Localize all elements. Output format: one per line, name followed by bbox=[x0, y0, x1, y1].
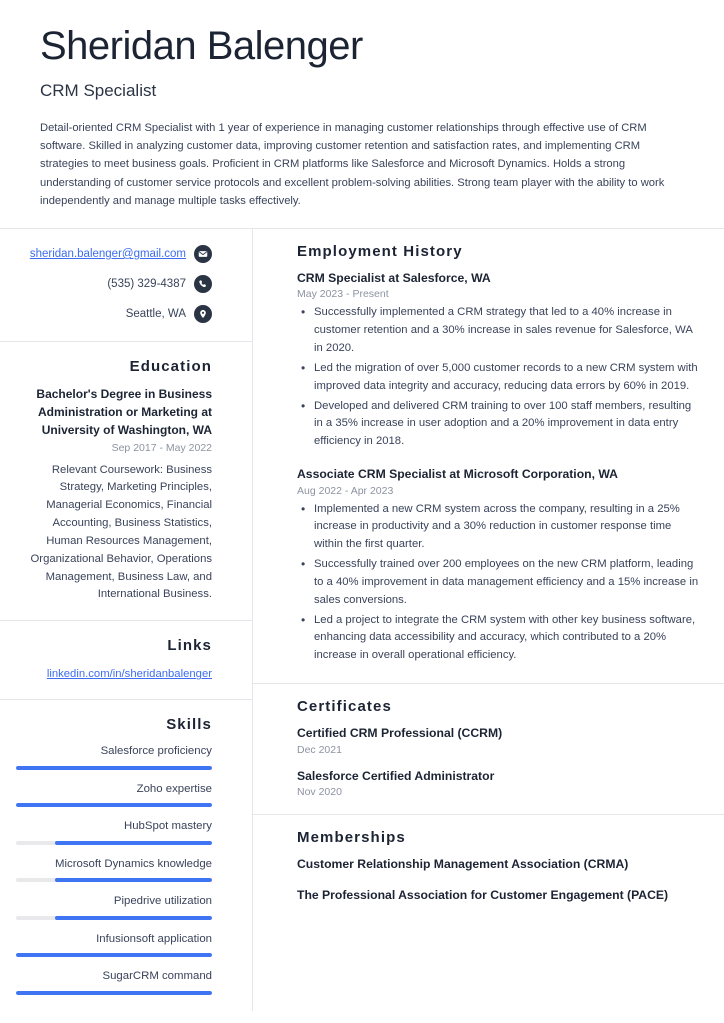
skill-item bbox=[16, 893, 212, 920]
skill-label: Infusionsoft application bbox=[96, 932, 212, 945]
employment-date: May 2023 - Present bbox=[297, 288, 389, 301]
skill-progress-fill bbox=[16, 766, 212, 770]
email-value[interactable]: sheridan.balenger@gmail.com bbox=[29, 247, 186, 260]
membership-entry: Customer Relationship Management Association (CRMA) bbox=[297, 857, 629, 872]
contact-block bbox=[0, 229, 252, 342]
education-degree: Bachelor's Degree in Business Administration or Marketing at University of Washington, WA bbox=[36, 386, 212, 437]
page-title: Sheridan Balenger bbox=[40, 24, 363, 68]
job-title: CRM Specialist bbox=[40, 80, 157, 100]
list-item: • Led the migration of over 5,000 customer records to a new CRM system with improved data integrity and accuracy, reducing data errors by 60% in 2019. bbox=[314, 360, 700, 396]
skill-progress-bar bbox=[16, 991, 212, 995]
contact-location-row bbox=[16, 305, 212, 323]
employment-list bbox=[297, 270, 700, 665]
list-item[interactable]: linkedin.com/in/sheridanbalenger bbox=[46, 668, 212, 681]
education-description: Relevant Coursework: Business Strategy, Marketing Principles, Managerial Economics, Financial Accounting, Business Statistics, Human Resources Management, Organizational Behavior, Operations Management, Business Law, and International Business. bbox=[30, 463, 212, 601]
skill-label: Pipedrive utilization bbox=[113, 895, 212, 908]
skill-progress-fill bbox=[55, 841, 212, 845]
employment-title: Associate CRM Specialist at Microsoft Corporation, WA bbox=[297, 467, 618, 482]
list-item: • Led a project to integrate the CRM system with other key business software, enhancing data accessibility and accuracy, which contributed to a 20% increase in overall operational efficiency. bbox=[314, 612, 700, 666]
skills-block bbox=[0, 700, 252, 1011]
memberships-block bbox=[253, 815, 724, 919]
skills-heading: Skills bbox=[166, 716, 212, 734]
skill-label: Zoho expertise bbox=[136, 782, 212, 795]
certificates-block bbox=[253, 684, 724, 815]
skill-item bbox=[16, 743, 212, 770]
employment-heading: Employment History bbox=[297, 242, 463, 260]
list-item: • Implemented a new CRM system across the company, resulting in a 25% increase in productivity and a 30% reduction in customer response time within the first quarter. bbox=[314, 501, 700, 555]
list-item: • Developed and delivered CRM training to over 100 staff members, resulting in a 35% increase in user adoption and a 20% improvement in data entry efficiency in 2018. bbox=[314, 398, 700, 452]
skill-progress-fill bbox=[16, 803, 212, 807]
contact-phone-row bbox=[16, 275, 212, 293]
skill-label: SugarCRM command bbox=[102, 970, 212, 983]
resume-body bbox=[0, 229, 724, 1011]
skill-progress-fill bbox=[55, 916, 212, 920]
certificate-date: Dec 2021 bbox=[297, 743, 342, 756]
resume-header bbox=[0, 0, 724, 210]
phone-icon bbox=[194, 275, 212, 293]
education-date: Sep 2017 - May 2022 bbox=[111, 441, 212, 454]
skill-progress-bar bbox=[16, 766, 212, 770]
main-content bbox=[253, 229, 724, 1011]
skill-progress-fill bbox=[55, 878, 212, 882]
link-list bbox=[16, 664, 212, 683]
skill-progress-fill bbox=[16, 953, 212, 957]
contact-email-row[interactable] bbox=[16, 245, 212, 263]
employment-title: CRM Specialist at Salesforce, WA bbox=[297, 270, 491, 285]
certificates-heading: Certificates bbox=[297, 698, 392, 716]
map-pin-icon bbox=[194, 305, 212, 323]
skill-item bbox=[16, 968, 212, 995]
certificate-date: Nov 2020 bbox=[297, 786, 342, 799]
certificates-list bbox=[297, 725, 700, 798]
location-value: Seattle, WA bbox=[125, 307, 186, 320]
employment-entry bbox=[297, 270, 700, 451]
skill-label: Microsoft Dynamics knowledge bbox=[55, 857, 212, 870]
links-block bbox=[0, 621, 252, 700]
skill-progress-fill bbox=[16, 991, 212, 995]
phone-value: (535) 329-4387 bbox=[107, 277, 186, 290]
employment-bullets bbox=[297, 304, 700, 451]
skill-label: HubSpot mastery bbox=[124, 820, 212, 833]
certificate-entry bbox=[297, 768, 700, 798]
memberships-list bbox=[297, 856, 700, 903]
education-block bbox=[0, 342, 252, 621]
memberships-heading: Memberships bbox=[297, 829, 406, 847]
employment-entry bbox=[297, 466, 700, 665]
sidebar bbox=[0, 229, 253, 1011]
employment-bullets bbox=[297, 501, 700, 666]
employment-date: Aug 2022 - Apr 2023 bbox=[297, 484, 394, 497]
membership-entry: The Professional Association for Customer Engagement (PACE) bbox=[297, 887, 669, 902]
skills-list bbox=[16, 743, 212, 995]
certificate-title: Certified CRM Professional (CCRM) bbox=[297, 726, 503, 741]
skill-progress-bar bbox=[16, 878, 212, 882]
skill-item bbox=[16, 818, 212, 845]
skill-progress-bar bbox=[16, 916, 212, 920]
education-heading: Education bbox=[129, 357, 212, 375]
envelope-icon bbox=[194, 245, 212, 263]
skill-label: Salesforce proficiency bbox=[100, 745, 212, 758]
professional-summary: Detail-oriented CRM Specialist with 1 year of experience in managing customer relationships through effective use of CRM software. Skilled in analyzing customer data, improving customer retention and satisfaction rates, and implementing CRM strategies to meet business goals. Proficient in CRM platforms like Salesforce and Microsoft Dynamics. Holds a strong understanding of customer service protocols and excellent problem-solving abilities. Strong team player with the ability to work independently and manage multiple tasks effectively. bbox=[40, 122, 665, 207]
skill-item bbox=[16, 931, 212, 958]
skill-progress-bar bbox=[16, 803, 212, 807]
employment-block bbox=[253, 229, 724, 684]
list-item: • Successfully implemented a CRM strategy that led to a 40% increase in customer retention and a 30% increase in sales revenue for Salesforce, WA in 2020. bbox=[314, 304, 700, 358]
links-heading: Links bbox=[167, 637, 212, 655]
skill-item bbox=[16, 781, 212, 808]
list-item: • Successfully trained over 200 employees on the new CRM platform, leading to a 40% improvement in data management efficiency and a 15% increase in sales conversions. bbox=[314, 556, 700, 610]
skill-item bbox=[16, 856, 212, 883]
certificate-title: Salesforce Certified Administrator bbox=[297, 768, 495, 783]
skill-progress-bar bbox=[16, 953, 212, 957]
certificate-entry bbox=[297, 725, 700, 755]
skill-progress-bar bbox=[16, 841, 212, 845]
